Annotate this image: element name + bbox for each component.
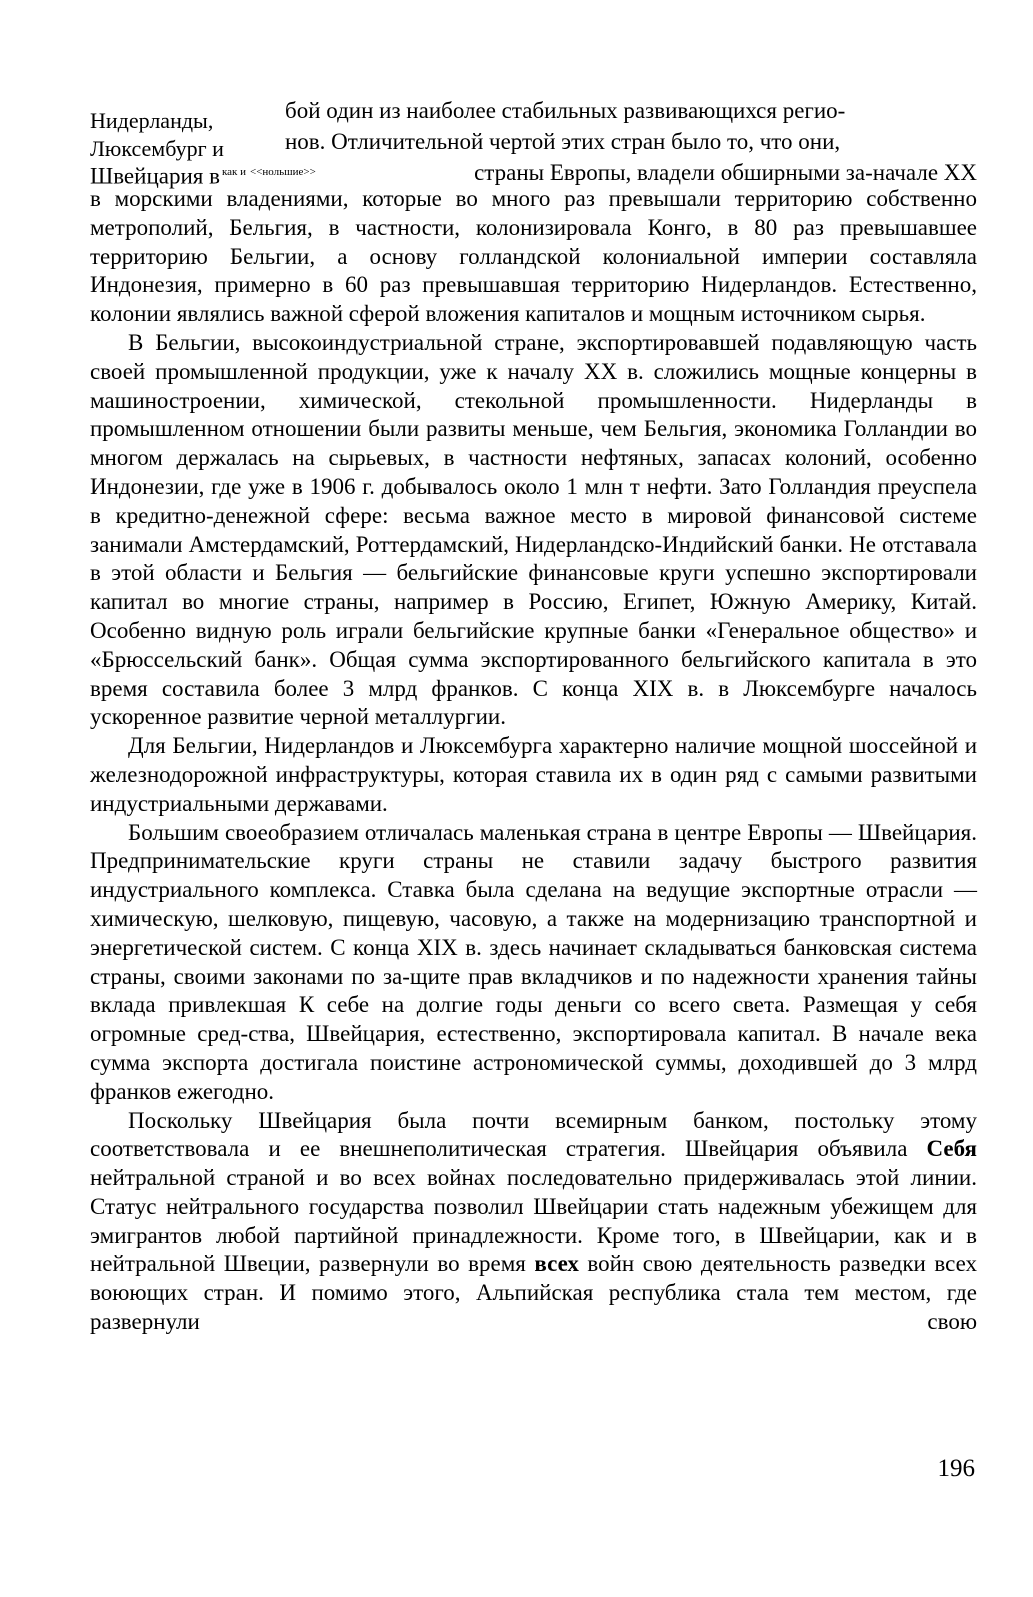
country-list-line2: Люксембург и bbox=[90, 136, 224, 161]
header-line3 bbox=[90, 157, 977, 192]
header-right-line1: бой один из наиболее стабильных развивающихся регио- bbox=[285, 98, 846, 123]
header-line3-small2: <<нольшие>> bbox=[250, 166, 316, 178]
paragraph-5-bold-2: всех bbox=[534, 1251, 579, 1277]
country-list bbox=[90, 107, 224, 163]
header-line3-small: как и bbox=[221, 166, 247, 178]
header-line3-end: страны Европы, владели обширными за-начале XX bbox=[474, 160, 977, 185]
paragraph-5-part-c: войн свою деятельность разведки всех воюющих стран. И помимо этого, Альпийская республика стала тем местом, где развернули свою bbox=[90, 1251, 978, 1335]
paragraph-3: Для Бельгии, Нидерландов и Люксембурга характерно наличие мощной шоссейной и железнодорожной инфраструктуры, которая ставила их в один ряд с самыми развитыми индустриальными державами. bbox=[90, 733, 977, 816]
page-content bbox=[90, 95, 977, 1366]
paragraph-5 bbox=[90, 1107, 977, 1366]
country-list-line1: Нидерланды, bbox=[90, 108, 214, 133]
header-right-line2: нов. Отличительной чертой этих стран было то, что они, bbox=[285, 129, 841, 154]
paragraph-5-bold-1: Себя bbox=[926, 1136, 978, 1162]
page-number: 196 bbox=[937, 1455, 975, 1482]
paragraph-5-part-a: Поскольку Швейцария была почти всемирным банком, постольку этому соответствовала и ее внешнеполитическая стратегия. Швейцария объявила bbox=[90, 1107, 977, 1162]
paragraph-2: В Бельгии, высокоиндустриальной стране, экспортировавшей подавляющую часть своей промышленной продукции, уже к началу XX в. сложились мощные концерны в машиностроении, химической, стекольной промышленности. Нидерланды в промышленном отношении были развиты меньше, чем Бельгия, экономика Голландии во многом держалась на сырьевых, в частности нефтяных, запасах колоний, особенно Индонезии, где уже в 1906 г. добывалось около 1 млн т нефти. Зато Голландия преуспела в кредитно-денежной сфере: весьма важное место в мировой финансовой системе занимали Амстердамский, Роттердамский, Нидерландско-Индийский банки. Не отставала в этой области и Бельгия — бельгийские финансовые круги успешно экспортировали капитал во многие страны, например в Россию, Египет, Южную Америку, Китай. Особенно видную роль играли бельгийские крупные банки «Генеральное общество» и «Брюссельский банк». Общая сумма экспортированного бельгийского капитала в это время составила более 3 млрд франков. С конца XIX в. в Люксембурге началось ускоренное развитие черной металлургии. bbox=[90, 329, 977, 730]
header-line3-start: Швейцария в bbox=[90, 163, 220, 189]
paragraph-1: в морскими владениями, которые во много раз превышали территорию собственно метрополий, Бельгия, в частности, колонизировала Конго, в 80 раз превышавшее территорию Бельгии, а основу голландской колониальной империи составляла Индонезия, примерно в 60 раз превышавшая территорию Нидерландов. Естественно, колонии являлись важной сферой вложения капиталов и мощным источником сырья. bbox=[90, 186, 977, 327]
paragraph-5-part-b: нейтральной страной и во всех войнах последовательно придерживалась этой линии. Статус нейтрального государства позволил Швейцарии стать надежным убежищем для эмигрантов любой партийной принадлежности. Кроме того, в Швейцарии, как и в нейтральной Швеции, развернули во время bbox=[90, 1165, 977, 1277]
paragraph-4: Большим своеобразием отличалась маленькая страна в центре Европы — Швейцария. Предпринимательские круги страны не ставили задачу быстрого развития индустриального комплекса. Ставка была сделана на ведущие экспортные отрасли — химическую, шелковую, пищевую, часовую, а также на модернизацию транспортной и энергетической систем. С конца XIX в. здесь начинает складываться банковская система страны, своими законами по за-щите прав вкладчиков и по надежности хранения тайны вклада привлекшая К себе на долгие годы деньги со всего света. Размещая у себя огромные сред-ства, Швейцария, естественно, экспортировала капитал. В начале века сумма экспорта достигала поистине астрономической суммы, доходившей до 3 млрд франков ежегодно. bbox=[90, 819, 977, 1104]
header-right-text bbox=[285, 95, 977, 157]
header-block bbox=[90, 95, 977, 189]
